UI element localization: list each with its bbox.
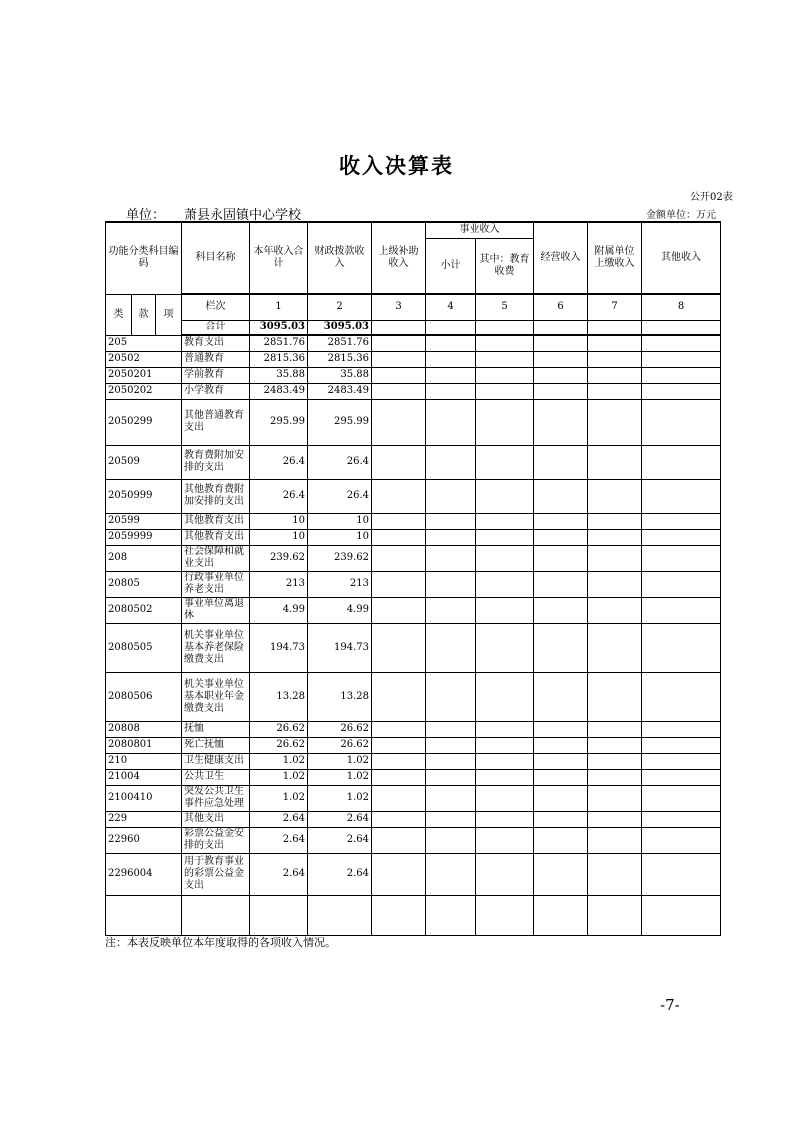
- subject-name-cell: 普通教育: [182, 351, 250, 367]
- empty-cell: [372, 320, 426, 335]
- header-func-code: 功能分类科目编码: [106, 222, 182, 294]
- empty-cell: [642, 811, 721, 827]
- empty-cell: [588, 623, 642, 672]
- empty-cell: [534, 445, 588, 479]
- empty-cell: [534, 597, 588, 623]
- empty-cell: [476, 737, 534, 753]
- empty-cell: [372, 785, 426, 811]
- empty-cell: [642, 672, 721, 721]
- func-code-cell: 2080506: [106, 672, 182, 721]
- fiscal-income-cell: 26.62: [308, 721, 372, 737]
- empty-cell: [372, 383, 426, 399]
- empty-cell: [642, 351, 721, 367]
- empty-cell: [642, 367, 721, 383]
- empty-cell: [476, 320, 534, 335]
- fiscal-income-cell: 13.28: [308, 672, 372, 721]
- fiscal-income-cell: 26.4: [308, 479, 372, 513]
- fiscal-income-cell: 10: [308, 513, 372, 529]
- header-fiscal: 财政拨款收入: [308, 222, 372, 294]
- subject-name-cell: 抚恤: [182, 721, 250, 737]
- empty-cell: [534, 367, 588, 383]
- total-income-cell: 10: [250, 513, 308, 529]
- empty-cell: [426, 383, 476, 399]
- total-income-cell: 239.62: [250, 545, 308, 571]
- fiscal-income-cell: 4.99: [308, 597, 372, 623]
- empty-cell: [588, 513, 642, 529]
- empty-cell: [106, 895, 182, 935]
- unit-label: 单位：: [126, 208, 166, 223]
- subject-name-cell: 学前教育: [182, 367, 250, 383]
- unit-name: 萧县永固镇中心学校: [184, 208, 302, 223]
- empty-cell: [372, 853, 426, 895]
- subject-name-cell: 其他支出: [182, 811, 250, 827]
- empty-cell: [426, 445, 476, 479]
- fiscal-income-cell: 2483.49: [308, 383, 372, 399]
- empty-cell: [476, 753, 534, 769]
- header-subtotal: 小计: [426, 238, 476, 294]
- func-code-cell: 2100410: [106, 785, 182, 811]
- empty-cell: [476, 597, 534, 623]
- func-code-cell: 20805: [106, 571, 182, 597]
- fiscal-income-cell: 239.62: [308, 545, 372, 571]
- empty-cell: [372, 367, 426, 383]
- total-income-cell: 2851.76: [250, 335, 308, 351]
- empty-cell: [642, 320, 721, 335]
- empty-cell: [372, 721, 426, 737]
- empty-cell: [476, 571, 534, 597]
- total-income-cell: 2483.49: [250, 383, 308, 399]
- empty-cell: [426, 479, 476, 513]
- table-row: [106, 367, 721, 383]
- func-code-cell: 229: [106, 811, 182, 827]
- empty-cell: [642, 597, 721, 623]
- page-number: -7-: [660, 996, 680, 1014]
- empty-cell: [372, 351, 426, 367]
- subject-name-cell: 事业单位离退休: [182, 597, 250, 623]
- empty-cell: [534, 351, 588, 367]
- empty-cell: [588, 383, 642, 399]
- header-upper-subsidy: 上级补助收入: [372, 222, 426, 294]
- empty-cell: [476, 367, 534, 383]
- func-code-cell: 2050999: [106, 479, 182, 513]
- empty-cell: [372, 769, 426, 785]
- empty-cell: [534, 529, 588, 545]
- empty-cell: [372, 753, 426, 769]
- empty-cell: [534, 335, 588, 351]
- func-code-cell: 20509: [106, 445, 182, 479]
- empty-cell: [426, 320, 476, 335]
- empty-cell: [372, 597, 426, 623]
- empty-cell: [534, 399, 588, 445]
- empty-cell: [426, 529, 476, 545]
- empty-cell: [426, 895, 476, 935]
- fiscal-income-cell: 2851.76: [308, 335, 372, 351]
- func-code-cell: 2080502: [106, 597, 182, 623]
- table-row: [106, 545, 721, 571]
- empty-cell: [308, 895, 372, 935]
- empty-cell: [642, 335, 721, 351]
- empty-cell: [476, 672, 534, 721]
- empty-cell: [534, 479, 588, 513]
- empty-cell: [372, 513, 426, 529]
- empty-cell: [476, 351, 534, 367]
- subject-name-cell: 教育费附加安排的支出: [182, 445, 250, 479]
- empty-cell: [426, 785, 476, 811]
- subject-name-cell: 小学教育: [182, 383, 250, 399]
- empty-cell: [642, 769, 721, 785]
- table-row: [106, 769, 721, 785]
- func-code-cell: 20502: [106, 351, 182, 367]
- income-table: [105, 221, 721, 936]
- total-income-cell: 4.99: [250, 597, 308, 623]
- empty-cell: [534, 895, 588, 935]
- empty-cell: [534, 811, 588, 827]
- empty-cell: [476, 545, 534, 571]
- subject-name-cell: 行政事业单位养老支出: [182, 571, 250, 597]
- empty-cell: [476, 399, 534, 445]
- empty-cell: [588, 479, 642, 513]
- empty-cell: [642, 721, 721, 737]
- col-num: 1: [250, 294, 308, 320]
- empty-cell: [476, 335, 534, 351]
- total-income-cell: 1.02: [250, 785, 308, 811]
- empty-cell: [372, 623, 426, 672]
- empty-cell: [426, 769, 476, 785]
- empty-cell: [642, 529, 721, 545]
- func-code-cell: 2050299: [106, 399, 182, 445]
- fiscal-income-cell: 1.02: [308, 785, 372, 811]
- empty-cell: [642, 545, 721, 571]
- empty-cell: [534, 571, 588, 597]
- col-index-label: 栏次: [182, 294, 250, 320]
- empty-cell: [642, 737, 721, 753]
- empty-cell: [534, 753, 588, 769]
- empty-cell: [534, 672, 588, 721]
- subject-name-cell: 社会保障和就业支出: [182, 545, 250, 571]
- fiscal-income-cell: 26.62: [308, 737, 372, 753]
- empty-cell: [476, 513, 534, 529]
- empty-cell: [534, 737, 588, 753]
- table-row: [106, 785, 721, 811]
- func-code-cell: 21004: [106, 769, 182, 785]
- empty-cell: [476, 383, 534, 399]
- subject-name-cell: 机关事业单位基本职业年金缴费支出: [182, 672, 250, 721]
- empty-cell: [426, 811, 476, 827]
- table-row: [106, 672, 721, 721]
- total-income-cell: 26.62: [250, 721, 308, 737]
- header-operating: 经营收入: [534, 222, 588, 294]
- empty-cell: [588, 737, 642, 753]
- total-income-cell: 194.73: [250, 623, 308, 672]
- empty-cell: [426, 367, 476, 383]
- empty-cell: [642, 785, 721, 811]
- empty-cell: [642, 399, 721, 445]
- fiscal-income-cell: 1.02: [308, 769, 372, 785]
- func-code-cell: 2059999: [106, 529, 182, 545]
- empty-cell: [588, 351, 642, 367]
- empty-cell: [588, 827, 642, 853]
- empty-cell: [426, 827, 476, 853]
- empty-cell: [642, 623, 721, 672]
- empty-cell: [426, 399, 476, 445]
- func-code-cell: 208: [106, 545, 182, 571]
- table-row: [106, 335, 721, 351]
- empty-cell: [476, 827, 534, 853]
- total-income-cell: 213: [250, 571, 308, 597]
- empty-cell: [588, 571, 642, 597]
- col-num: 8: [642, 294, 721, 320]
- empty-cell: [642, 827, 721, 853]
- empty-cell: [588, 672, 642, 721]
- subject-name-cell: 其他教育支出: [182, 513, 250, 529]
- header-other: 其他收入: [642, 222, 721, 294]
- fiscal-income-cell: 2.64: [308, 853, 372, 895]
- total-row-label: 合计: [182, 320, 250, 335]
- fiscal-income-cell: 194.73: [308, 623, 372, 672]
- func-code-cell: 2080505: [106, 623, 182, 672]
- empty-cell: [426, 753, 476, 769]
- empty-cell: [250, 895, 308, 935]
- empty-cell: [476, 895, 534, 935]
- empty-cell: [642, 479, 721, 513]
- table-row: [106, 479, 721, 513]
- page-title: 收入决算表: [339, 153, 454, 178]
- empty-cell: [534, 513, 588, 529]
- empty-cell: [372, 672, 426, 721]
- empty-cell: [588, 597, 642, 623]
- table-row: [106, 827, 721, 853]
- empty-cell: [426, 737, 476, 753]
- fiscal-income-cell: 2815.36: [308, 351, 372, 367]
- header-subject: 科目名称: [182, 222, 250, 294]
- func-code-cell: 22960: [106, 827, 182, 853]
- empty-cell: [476, 785, 534, 811]
- footnote: 注：本表反映单位本年度取得的各项收入情况。: [105, 936, 336, 949]
- empty-cell: [426, 335, 476, 351]
- empty-cell: [476, 769, 534, 785]
- empty-cell: [588, 399, 642, 445]
- empty-cell: [534, 545, 588, 571]
- subject-name-cell: 其他普通教育支出: [182, 399, 250, 445]
- header-business-income: 事业收入: [426, 222, 534, 238]
- table-row: [106, 529, 721, 545]
- total-income-cell: 26.62: [250, 737, 308, 753]
- empty-cell: [426, 623, 476, 672]
- table-row: [106, 597, 721, 623]
- empty-cell: [426, 672, 476, 721]
- empty-cell: [426, 721, 476, 737]
- table-row: [106, 721, 721, 737]
- func-code-cell: 2050201: [106, 367, 182, 383]
- header-xiang: 项: [156, 294, 182, 335]
- total-income-cell: 26.4: [250, 479, 308, 513]
- subject-name-cell: 教育支出: [182, 335, 250, 351]
- subject-name-cell: 彩票公益金安排的支出: [182, 827, 250, 853]
- empty-cell: [588, 367, 642, 383]
- empty-cell: [642, 753, 721, 769]
- empty-cell: [588, 721, 642, 737]
- empty-cell: [372, 737, 426, 753]
- table-row: [106, 571, 721, 597]
- header-edu-fee: 其中：教育收费: [476, 238, 534, 294]
- subject-name-cell: 公共卫生: [182, 769, 250, 785]
- total-income-cell: 2.64: [250, 853, 308, 895]
- empty-cell: [534, 785, 588, 811]
- fiscal-income-cell: 2.64: [308, 811, 372, 827]
- empty-cell: [372, 571, 426, 597]
- table-row: [106, 853, 721, 895]
- total-income-cell: 295.99: [250, 399, 308, 445]
- empty-cell: [642, 383, 721, 399]
- table-row: [106, 811, 721, 827]
- func-code-cell: 205: [106, 335, 182, 351]
- fiscal-income-cell: 35.88: [308, 367, 372, 383]
- total-income-cell: 2.64: [250, 827, 308, 853]
- empty-cell: [372, 827, 426, 853]
- table-row: [106, 383, 721, 399]
- fiscal-income-cell: 1.02: [308, 753, 372, 769]
- col-num: 7: [588, 294, 642, 320]
- empty-cell: [476, 479, 534, 513]
- empty-cell: [588, 320, 642, 335]
- empty-cell: [372, 445, 426, 479]
- empty-cell: [426, 545, 476, 571]
- empty-cell: [588, 445, 642, 479]
- empty-cell: [372, 335, 426, 351]
- col-num: 6: [534, 294, 588, 320]
- total-income-cell: 1.02: [250, 753, 308, 769]
- subject-name-cell: 突发公共卫生事件应急处理: [182, 785, 250, 811]
- empty-cell: [642, 895, 721, 935]
- empty-cell: [588, 853, 642, 895]
- empty-cell: [534, 853, 588, 895]
- total-income-cell: 2815.36: [250, 351, 308, 367]
- empty-cell: [642, 853, 721, 895]
- empty-cell: [534, 769, 588, 785]
- table-row: [106, 351, 721, 367]
- empty-cell: [372, 895, 426, 935]
- empty-cell: [372, 399, 426, 445]
- total-row-total: 3095.03: [250, 320, 308, 335]
- table-row: [106, 737, 721, 753]
- empty-cell: [642, 513, 721, 529]
- fiscal-income-cell: 26.4: [308, 445, 372, 479]
- empty-cell: [588, 529, 642, 545]
- fiscal-income-cell: 2.64: [308, 827, 372, 853]
- header-total-income: 本年收入合计: [250, 222, 308, 294]
- empty-cell: [476, 529, 534, 545]
- empty-cell: [588, 811, 642, 827]
- empty-cell: [476, 623, 534, 672]
- empty-cell: [476, 445, 534, 479]
- empty-cell: [534, 623, 588, 672]
- empty-cell: [426, 571, 476, 597]
- empty-cell: [534, 721, 588, 737]
- fiscal-income-cell: 213: [308, 571, 372, 597]
- func-code-cell: 20599: [106, 513, 182, 529]
- table-row: [106, 753, 721, 769]
- empty-cell: [372, 479, 426, 513]
- empty-cell: [476, 811, 534, 827]
- fiscal-income-cell: 10: [308, 529, 372, 545]
- subject-name-cell: 其他教育费附加安排的支出: [182, 479, 250, 513]
- empty-cell: [476, 721, 534, 737]
- col-num: 3: [372, 294, 426, 320]
- empty-cell: [588, 753, 642, 769]
- header-kuan: 款: [132, 294, 156, 335]
- empty-cell: [182, 895, 250, 935]
- fiscal-income-cell: 295.99: [308, 399, 372, 445]
- empty-cell: [426, 853, 476, 895]
- func-code-cell: 2080801: [106, 737, 182, 753]
- empty-cell: [588, 335, 642, 351]
- empty-cell: [372, 545, 426, 571]
- subject-name-cell: 卫生健康支出: [182, 753, 250, 769]
- total-income-cell: 2.64: [250, 811, 308, 827]
- func-code-cell: 2050202: [106, 383, 182, 399]
- empty-cell: [588, 545, 642, 571]
- empty-cell: [588, 785, 642, 811]
- col-num: 5: [476, 294, 534, 320]
- empty-cell: [534, 383, 588, 399]
- func-code-cell: 2296004: [106, 853, 182, 895]
- empty-cell: [588, 769, 642, 785]
- subject-name-cell: 死亡抚恤: [182, 737, 250, 753]
- subject-name-cell: 用于教育事业的彩票公益金支出: [182, 853, 250, 895]
- empty-cell: [534, 827, 588, 853]
- table-row: [106, 895, 721, 935]
- total-income-cell: 13.28: [250, 672, 308, 721]
- total-income-cell: 1.02: [250, 769, 308, 785]
- empty-cell: [426, 351, 476, 367]
- table-row: [106, 513, 721, 529]
- total-income-cell: 35.88: [250, 367, 308, 383]
- empty-cell: [588, 895, 642, 935]
- func-code-cell: 210: [106, 753, 182, 769]
- empty-cell: [372, 811, 426, 827]
- empty-cell: [476, 853, 534, 895]
- amount-unit: 金额单位：万元: [646, 210, 716, 221]
- col-num: 4: [426, 294, 476, 320]
- subject-name-cell: 其他教育支出: [182, 529, 250, 545]
- empty-cell: [426, 597, 476, 623]
- subject-name-cell: 机关事业单位基本养老保险缴费支出: [182, 623, 250, 672]
- header-affiliated: 附属单位上缴收入: [588, 222, 642, 294]
- empty-cell: [642, 571, 721, 597]
- total-income-cell: 26.4: [250, 445, 308, 479]
- table-code: 公开02表: [690, 192, 733, 203]
- header-lei: 类: [106, 294, 132, 335]
- empty-cell: [534, 320, 588, 335]
- table-row: [106, 399, 721, 445]
- func-code-cell: 20808: [106, 721, 182, 737]
- total-income-cell: 10: [250, 529, 308, 545]
- total-row-fiscal: 3095.03: [308, 320, 372, 335]
- col-num: 2: [308, 294, 372, 320]
- table-row: [106, 445, 721, 479]
- table-row: [106, 623, 721, 672]
- empty-cell: [642, 445, 721, 479]
- empty-cell: [426, 513, 476, 529]
- empty-cell: [372, 529, 426, 545]
